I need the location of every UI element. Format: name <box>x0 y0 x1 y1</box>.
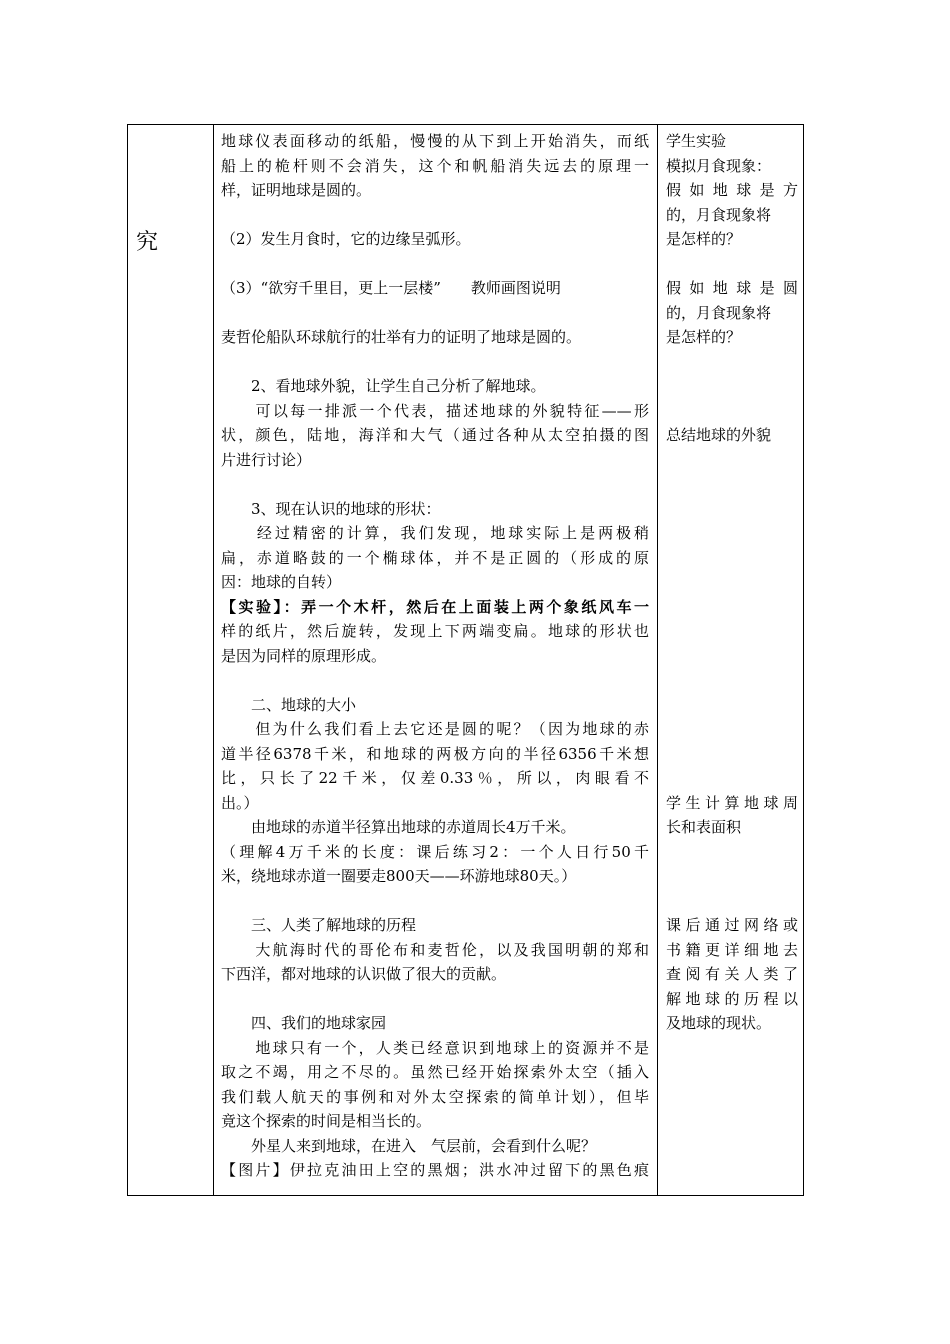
content-line: 扁，赤道略鼓的一个椭球体，并不是正圆的（形成的原 <box>221 548 649 567</box>
activity-line: 学生实验 <box>666 132 727 150</box>
activity-line: 课后通过网络或 <box>666 916 798 934</box>
content-line: 地球只有一个，人类已经意识到地球上的资源并不是 <box>221 1038 649 1057</box>
content-line: 由地球的赤道半径算出地球的赤道周长4万千米。 <box>221 818 576 836</box>
content-line: 经过精密的计算，我们发现，地球实际上是两极稍 <box>221 524 649 542</box>
activity-line: 是怎样的？ <box>666 230 742 248</box>
activity-line: 学生计算地球周 <box>666 793 798 812</box>
activity-line: 的，月食现象将 <box>666 303 772 322</box>
activity-line <box>666 717 798 742</box>
activity-line: 解地球的历程以 <box>666 989 798 1008</box>
content-line: 取之不竭，用之不尽的。虽然已经开始探索外太空（插入 <box>221 1063 649 1081</box>
activity-line <box>666 742 798 767</box>
content-line <box>221 472 649 497</box>
content-line <box>221 252 649 277</box>
activity-line: 总结地球的外貌 <box>666 426 772 444</box>
content-line: 【实验】：弄一个木杆，然后在上面装上两个象纸风车一 <box>221 597 649 616</box>
content-line: 船上的桅杆则不会消失，这个和帆船消失远去的原理一 <box>221 156 649 175</box>
content-line: 道半径6378千米，和地球的两极方向的半径6356千米想 <box>221 744 649 763</box>
content-line: 是因为同样的原理形成。 <box>221 646 387 665</box>
content-line: 四、我们的地球家园 <box>221 1014 387 1032</box>
activity-line <box>666 840 798 865</box>
content-line: 样的纸片，然后旋转，发现上下两端变扁。地球的形状也 <box>221 622 649 640</box>
stage-label: 究 <box>136 230 159 255</box>
activity-line <box>666 889 798 914</box>
activity-line <box>666 497 798 522</box>
content-line: 三、人类了解地球的历程 <box>221 916 417 934</box>
content-line: 二、地球的大小 <box>221 695 357 714</box>
activity-line: 的，月食现象将 <box>666 205 772 224</box>
content-line: 大航海时代的哥伦布和麦哲伦，以及我国明朝的郑和 <box>221 940 649 959</box>
content-line: 外星人来到地球，在进入 气层前，会看到什么呢？ <box>221 1136 597 1155</box>
content-line: 下西洋，都对地球的认识做了很大的贡献。 <box>221 965 507 983</box>
activity-line <box>666 619 798 644</box>
activity-line <box>666 374 798 399</box>
content-line: 米，绕地球赤道一圈要走800天——环游地球80天。） <box>221 867 577 885</box>
activity-line: 及地球的现状。 <box>666 1014 772 1032</box>
activity-line <box>666 521 798 546</box>
content-line: （2）发生月食时，它的边缘呈弧形。 <box>221 230 471 248</box>
column-divider <box>657 125 658 1195</box>
content-line <box>221 350 649 375</box>
content-line <box>221 668 649 693</box>
content-line: （3）“欲穷千里目，更上一层楼” 教师画图说明 <box>221 279 561 297</box>
content-line: 竟这个探索的时间是相当长的。 <box>221 1112 432 1130</box>
content-line: 麦哲伦船队环球航行的壮举有力的证明了地球是圆的。 <box>221 328 582 346</box>
content-line <box>221 889 649 914</box>
content-line: （理解4万千米的长度：课后练习2：一个人日行50千 <box>221 842 649 861</box>
content-line <box>221 987 649 1012</box>
activity-line <box>666 252 798 277</box>
activity-line <box>666 595 798 620</box>
content-line: 出。） <box>221 793 259 812</box>
activity-line: 是怎样的？ <box>666 328 742 346</box>
activity-line <box>666 448 798 473</box>
activity-line <box>666 570 798 595</box>
content-line: 状，颜色，陆地，海洋和大气（通过各种从太空拍摄的图 <box>221 426 649 444</box>
activity-line: 书籍更详细地去 <box>666 940 798 959</box>
column-divider <box>213 125 214 1195</box>
activity-line <box>666 766 798 791</box>
activity-line: 长和表面积 <box>666 818 742 836</box>
content-line <box>221 301 649 326</box>
content-line: 样，证明地球是圆的。 <box>221 181 372 199</box>
activity-line <box>666 668 798 693</box>
content-line: 3、现在认识的地球的形状： <box>221 499 441 518</box>
teaching-content-column <box>221 129 649 1183</box>
activity-line <box>666 864 798 889</box>
activity-line: 查阅有关人类了 <box>666 965 798 983</box>
activity-line <box>666 399 798 424</box>
student-activity-column <box>666 129 798 1036</box>
lesson-table <box>127 124 804 1196</box>
content-line: 比，只长了22千米，仅差0.33％，所以，肉眼看不 <box>221 769 649 787</box>
content-line: 因：地球的自转） <box>221 573 342 591</box>
content-line: 但为什么我们看上去它还是圆的呢？（因为地球的赤 <box>221 720 649 738</box>
activity-line <box>666 644 798 669</box>
content-line: 地球仪表面移动的纸船，慢慢的从下到上开始消失，而纸 <box>221 132 649 150</box>
content-line: 【图片】伊拉克油田上空的黑烟；洪水冲过留下的黑色痕 <box>221 1161 649 1179</box>
content-line: 2、看地球外貌，让学生自己分析了解地球。 <box>221 377 546 395</box>
activity-line <box>666 693 798 718</box>
content-line <box>221 203 649 228</box>
content-line: 片进行讨论） <box>221 450 312 469</box>
activity-line: 假如地球是方 <box>666 181 798 199</box>
activity-line: 假如地球是圆 <box>666 279 798 297</box>
activity-line <box>666 350 798 375</box>
activity-line <box>666 472 798 497</box>
content-line: 可以每一排派一个代表，描述地球的外貌特征——形 <box>221 401 649 420</box>
activity-line <box>666 546 798 571</box>
activity-line: 模拟月食现象： <box>666 156 772 175</box>
content-line: 我们载人航天的事例和对外太空探索的简单计划），但毕 <box>221 1087 649 1106</box>
